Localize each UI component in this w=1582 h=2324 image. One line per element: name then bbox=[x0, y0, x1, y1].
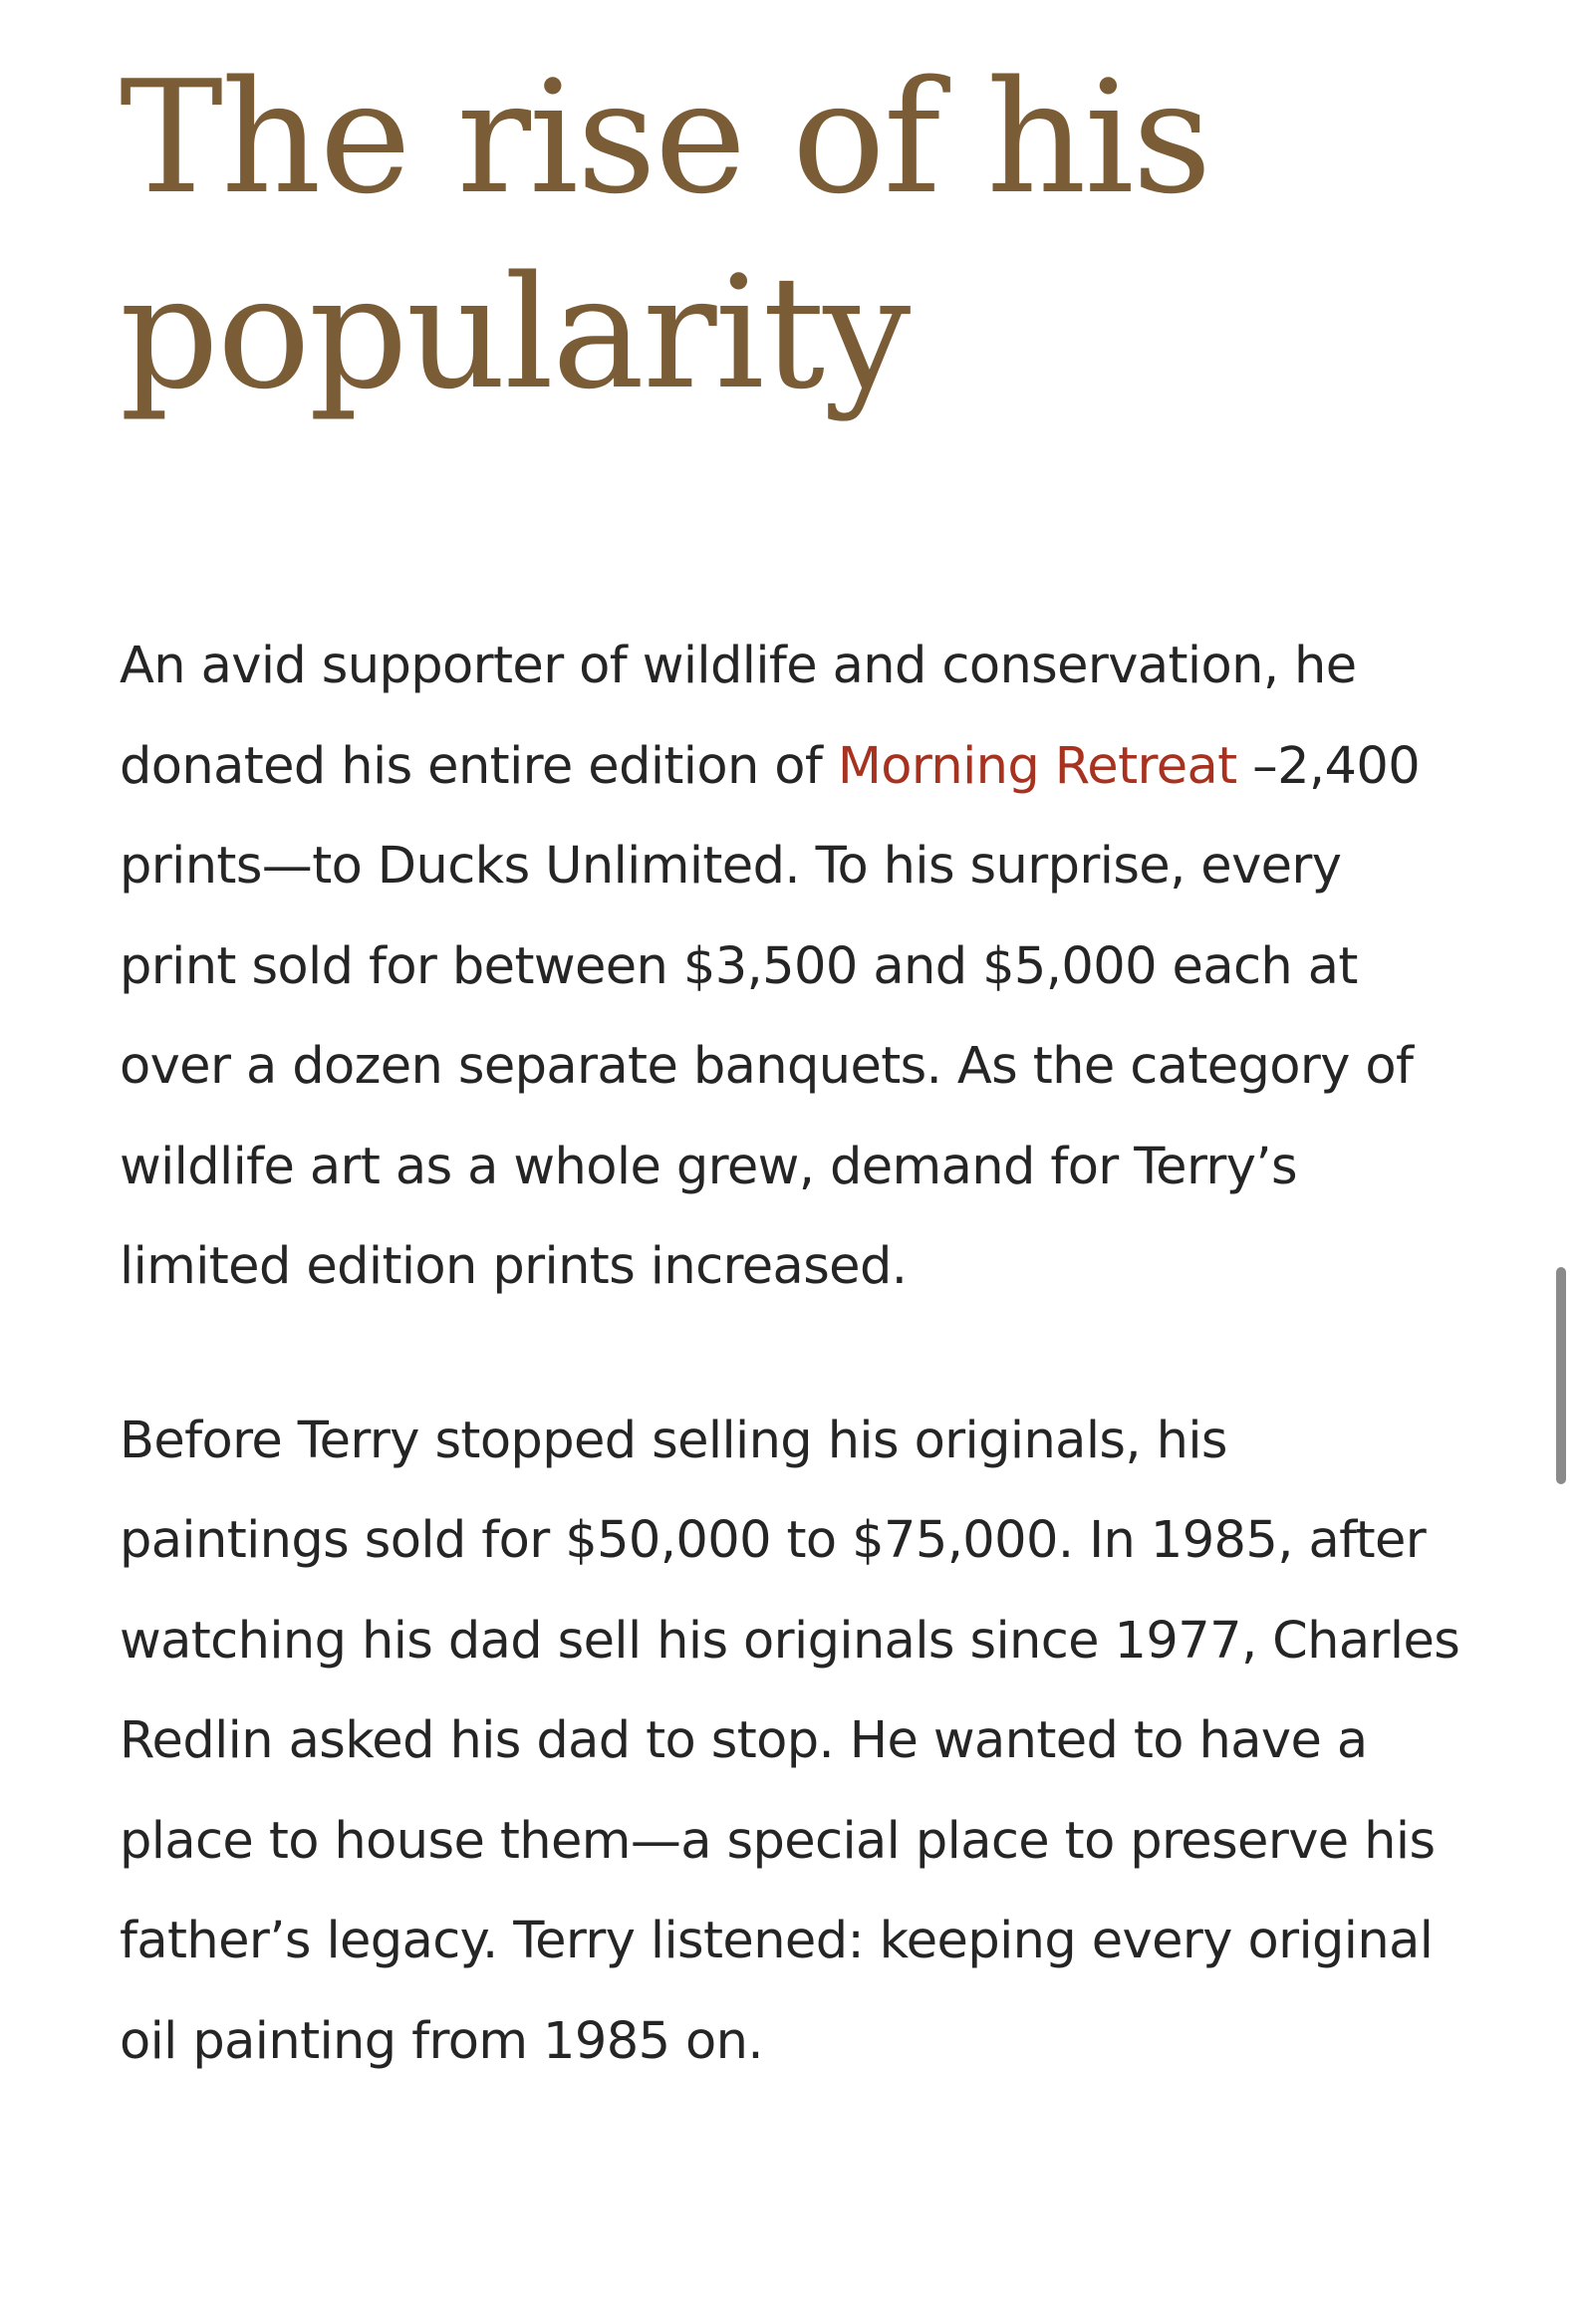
page-title bbox=[120, 40, 1464, 430]
morning-retreat-link[interactable]: Morning Retreat bbox=[837, 736, 1237, 796]
paragraph-donation-intro: An avid supporter of wildlife and conservation, he donated his entire edition of bbox=[120, 637, 1357, 796]
article bbox=[120, 40, 1464, 2092]
scrollbar-thumb[interactable] bbox=[1556, 1267, 1566, 1484]
paragraph-donation bbox=[120, 617, 1464, 1318]
vertical-scrollbar[interactable] bbox=[1542, 0, 1582, 2324]
paragraph-originals: Before Terry stopped selling his originals, his paintings sold for $50,000 to $75,000. In 1985, after watching his dad sell his originals since 1977, Charles Redlin asked his dad to stop. He wanted to have a place to house them—a special place to preserve his father’s legacy. Terry listened: keeping every original oil painting from 1985 on. bbox=[120, 1411, 1460, 2071]
paragraph-donation-rest: –2,400 prints—to Ducks Unlimited. To his surprise, every print sold for between $3,500 and $5,000 each at over a dozen separate banquets. As the category of wildlife art as a whole grew, demand for Terry’s limited edition prints increased. bbox=[120, 736, 1421, 1296]
page-title-line-1: The rise of his bbox=[120, 47, 1210, 228]
page-title-line-2: popularity bbox=[120, 242, 910, 423]
